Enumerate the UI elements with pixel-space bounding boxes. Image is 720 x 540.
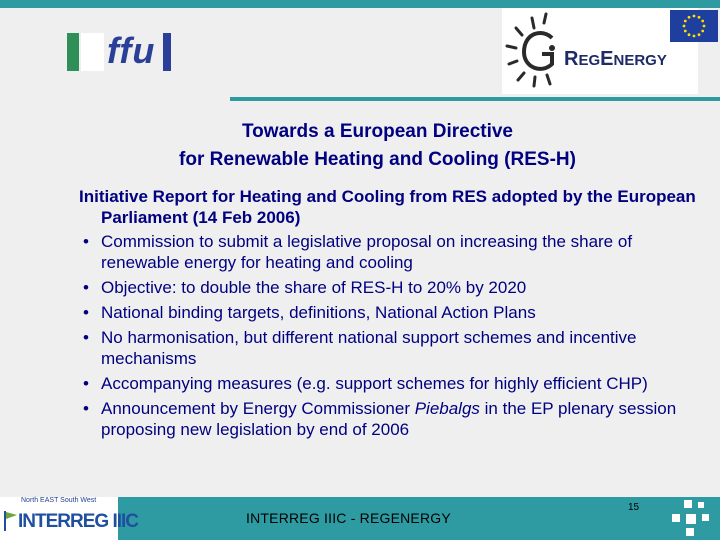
interreg-logo-text: INTERREG IIIC [18,511,139,532]
bullet-item: • Accompanying measures (e.g. support schemes for highly efficient CHP) [83,374,648,393]
header-divider [230,97,720,101]
slide-title-line1: Towards a European Directive [241,121,513,142]
eu-flag-icon [670,10,718,42]
commissioner-name: Piebalgs [414,399,480,418]
slide-content [79,186,704,444]
page-number: 15 [628,502,640,513]
interreg-flag-icon [4,511,18,531]
bullet-item: • Announcement by Energy Commissioner Piebalgs in the EP plenary session proposing new legislation by end of 2006 [83,399,681,439]
interreg-logo [0,497,139,540]
slide-title [40,118,715,174]
bullet-item: • Commission to submit a legislative proposal on increasing the share of renewable energy for heating and cooling [83,232,637,272]
ffu-logo-text: ffu [107,30,156,71]
interreg-logo-subtitle: North EAST South West [21,497,97,504]
bullet-item: • National binding targets, definitions, National Action Plans [83,303,536,322]
regenergy-logo-text: REGENERGY [564,48,667,70]
top-accent-bar [0,0,720,8]
regenergy-logo [502,8,698,94]
footer-text: INTERREG IIIC - REGENERGY [246,510,451,526]
bullet-item: • Objective: to double the share of RES-H to 20% by 2020 [83,278,527,297]
lead-paragraph: Initiative Report for Heating and Cooling from RES adopted by the European Parliament (14 Feb 2006) [79,187,696,227]
sun-icon [502,8,568,94]
decorative-squares [668,494,714,540]
bullet-item: • No harmonisation, but different national support schemes and incentive mechanisms [83,328,642,368]
slide-title-line2: for Renewable Heating and Cooling (RES-H) [179,149,576,170]
ffu-logo [67,29,173,75]
